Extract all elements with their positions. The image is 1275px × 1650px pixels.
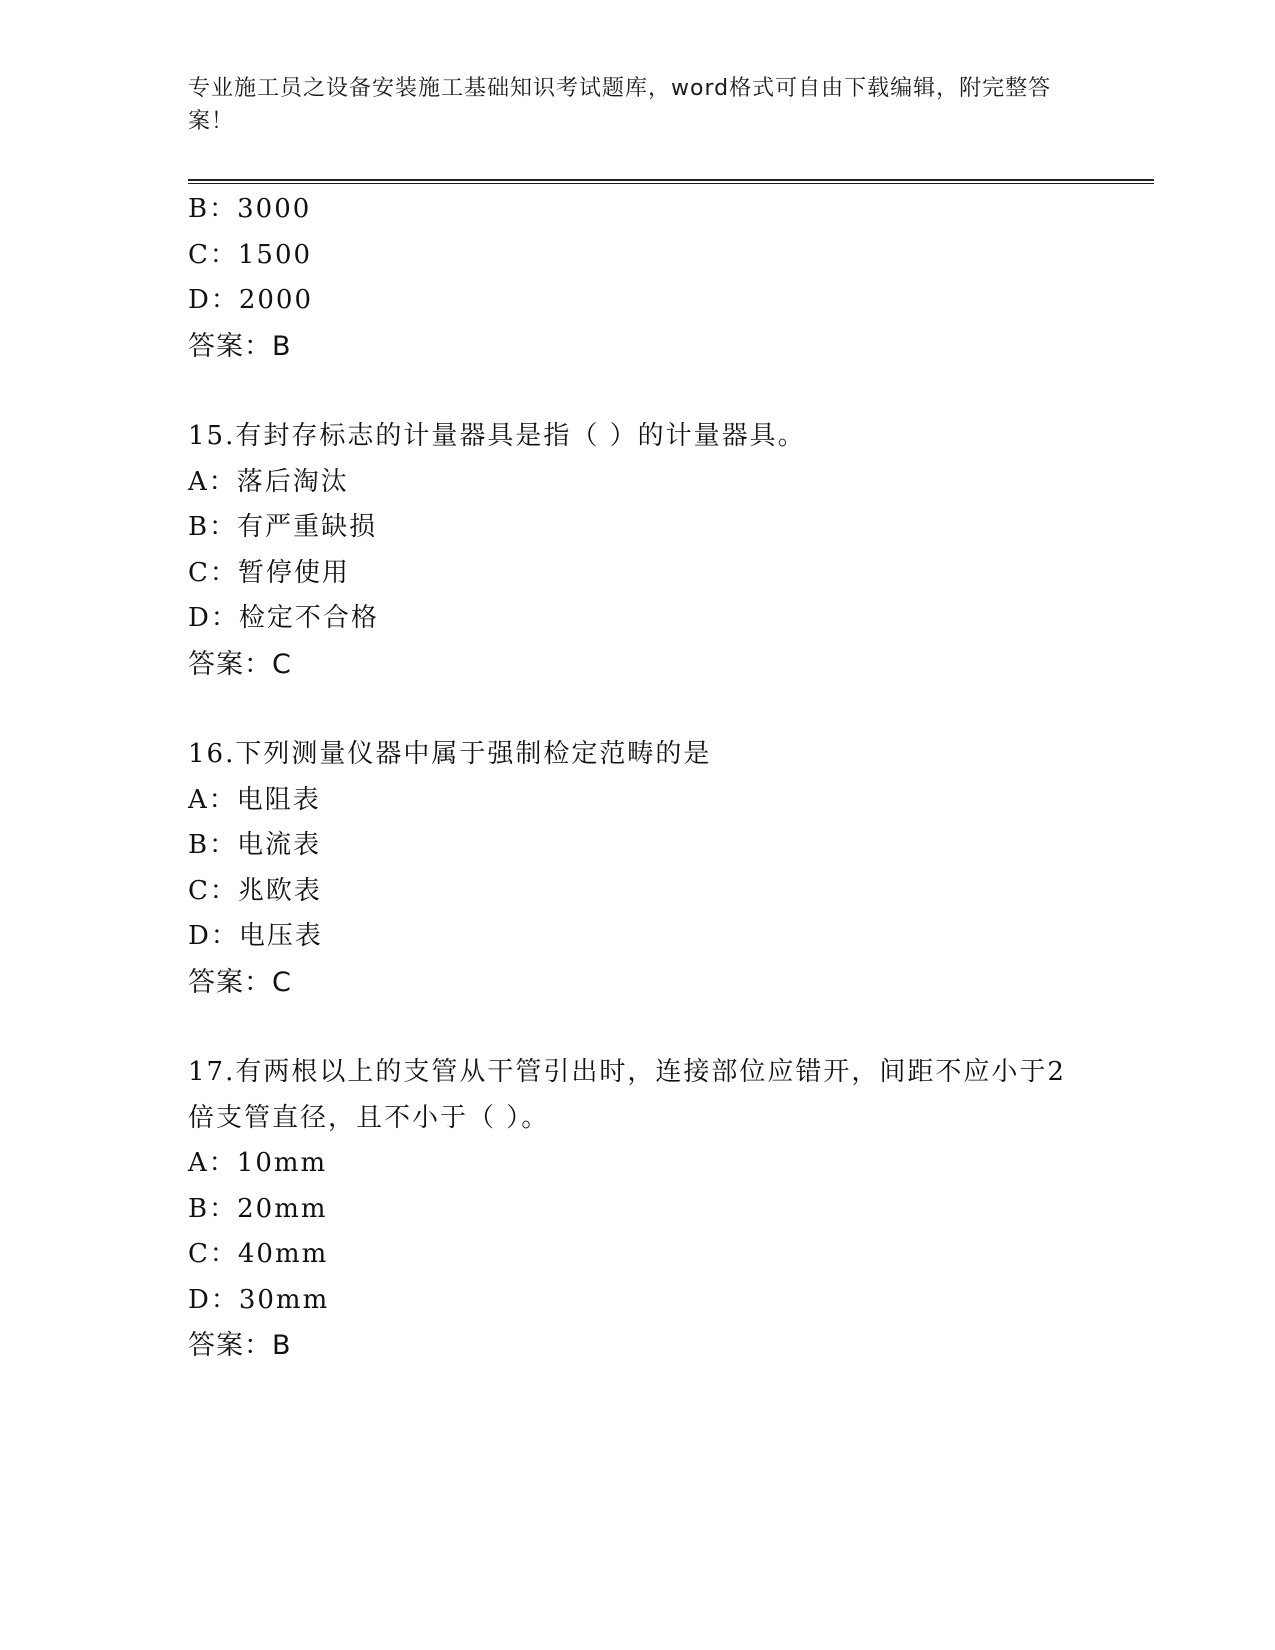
question-list xyxy=(188,187,1148,1369)
answer-line: 答案：C xyxy=(188,966,292,998)
question-stem: 15.有封存标志的计量器具是指（ ）的计量器具。 xyxy=(188,421,806,451)
option-b: B：电流表 xyxy=(188,830,322,860)
option-b: B：20mm xyxy=(188,1193,328,1224)
previous-question-tail xyxy=(188,187,1148,369)
option-b: B：3000 xyxy=(188,194,312,224)
option-d: D：检定不合格 xyxy=(188,603,379,633)
question-17 xyxy=(188,1050,1148,1369)
answer-line: 答案：B xyxy=(188,330,292,362)
option-d: D：30mm xyxy=(188,1284,330,1315)
option-a: A：10mm xyxy=(188,1148,328,1178)
option-d: D：电压表 xyxy=(188,921,323,951)
option-c: C：40mm xyxy=(188,1239,329,1269)
option-c: C：1500 xyxy=(188,239,313,270)
option-a: A：落后淘汰 xyxy=(188,466,349,497)
question-16 xyxy=(188,732,1148,1005)
answer-line: 答案：B xyxy=(188,1330,292,1361)
header-divider xyxy=(188,179,1154,184)
option-c: C：兆欧表 xyxy=(188,875,322,906)
option-c: C：暂停使用 xyxy=(188,557,350,588)
option-b: B：有严重缺损 xyxy=(188,512,378,542)
question-15 xyxy=(188,414,1148,687)
question-stem: 17.有两根以上的支管从干管引出时，连接部位应错开，间距不应小于2倍支管直径，且不小于（ ）。 xyxy=(188,1057,1066,1133)
answer-line: 答案：C xyxy=(188,648,292,680)
page-header: 专业施工员之设备安装施工基础知识考试题库，word格式可自由下载编辑，附完整答案！ xyxy=(188,76,1052,134)
option-d: D：2000 xyxy=(188,285,314,315)
question-stem: 16.下列测量仪器中属于强制检定范畴的是 xyxy=(188,739,712,769)
option-a: A：电阻表 xyxy=(188,784,321,815)
